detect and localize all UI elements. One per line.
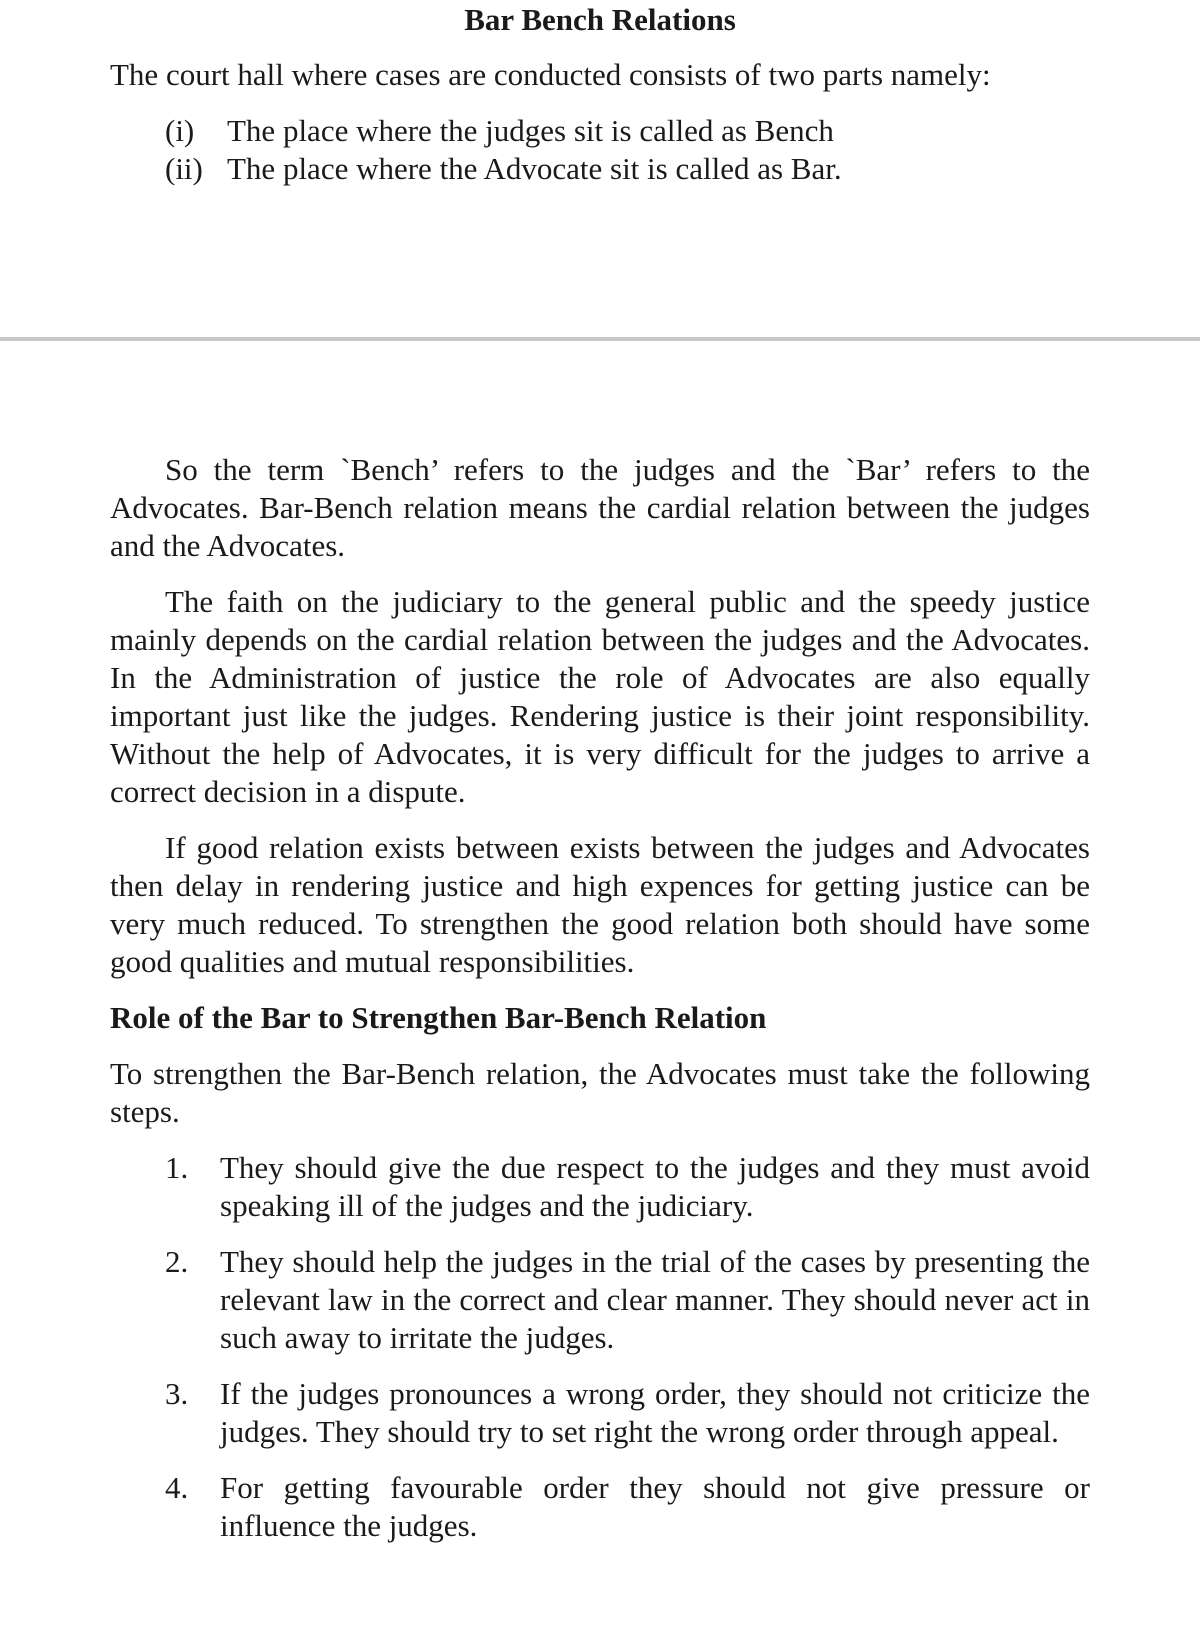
list-item-text: The place where the judges sit is called as Bench xyxy=(227,113,834,148)
steps-list xyxy=(110,1149,1090,1545)
court-parts-list xyxy=(165,112,842,188)
list-item xyxy=(110,1149,1090,1225)
paragraph: If good relation exists between exists between the judges and Advocates then delay in rendering justice and high expences for getting justice can be very much reduced. To strengthen the good relation both should have some good qualities and mutual responsibilities. xyxy=(110,830,1090,979)
list-item xyxy=(110,1243,1090,1357)
list-item-text: For getting favourable order they should not give pressure or influence the judges. xyxy=(220,1470,1090,1543)
list-item-number: 3. xyxy=(165,1376,189,1411)
list-item-text: They should give the due respect to the judges and they must avoid speaking ill of the judges and the judiciary. xyxy=(220,1150,1090,1223)
list-item-text: If the judges pronounces a wrong order, they should not criticize the judges. They should try to set right the wrong order through appeal. xyxy=(220,1376,1090,1449)
document-body xyxy=(110,451,1090,1563)
list-item xyxy=(165,112,842,150)
list-item xyxy=(110,1375,1090,1451)
page-divider xyxy=(0,337,1200,341)
list-item-text: The place where the Advocate sit is called as Bar. xyxy=(227,151,842,186)
section-heading: Role of the Bar to Strengthen Bar-Bench Relation xyxy=(110,1000,767,1035)
paragraph: So the term `Bench’ refers to the judges and the `Bar’ refers to the Advocates. Bar-Bench relation means the cardial relation between the judges and the Advocates. xyxy=(110,452,1090,563)
paragraph: The faith on the judiciary to the general public and the speedy justice mainly depends on the cardial relation between the judges and the Advocates. In the Administration of justice the role of Advocates are also equally important just like the judges. Rendering justice is their joint responsibility. Without the help of Advocates, it is very difficult for the judges to arrive a correct decision in a dispute. xyxy=(110,584,1090,809)
page-title: Bar Bench Relations xyxy=(464,2,736,37)
intro-text: The court hall where cases are conducted consists of two parts namely: xyxy=(110,57,991,92)
list-item-number: 4. xyxy=(165,1470,189,1505)
list-item-number: 2. xyxy=(165,1244,189,1279)
list-item xyxy=(110,1469,1090,1545)
list-item-number: (ii) xyxy=(165,151,203,186)
list-item-number: 1. xyxy=(165,1150,189,1185)
list-item-number: (i) xyxy=(165,113,195,148)
list-item-text: They should help the judges in the trial of the cases by presenting the relevant law in the correct and clear manner. They should never act in such away to irritate the judges. xyxy=(220,1244,1090,1355)
section-intro: To strengthen the Bar-Bench relation, the Advocates must take the following steps. xyxy=(110,1056,1090,1129)
list-item xyxy=(165,150,842,188)
